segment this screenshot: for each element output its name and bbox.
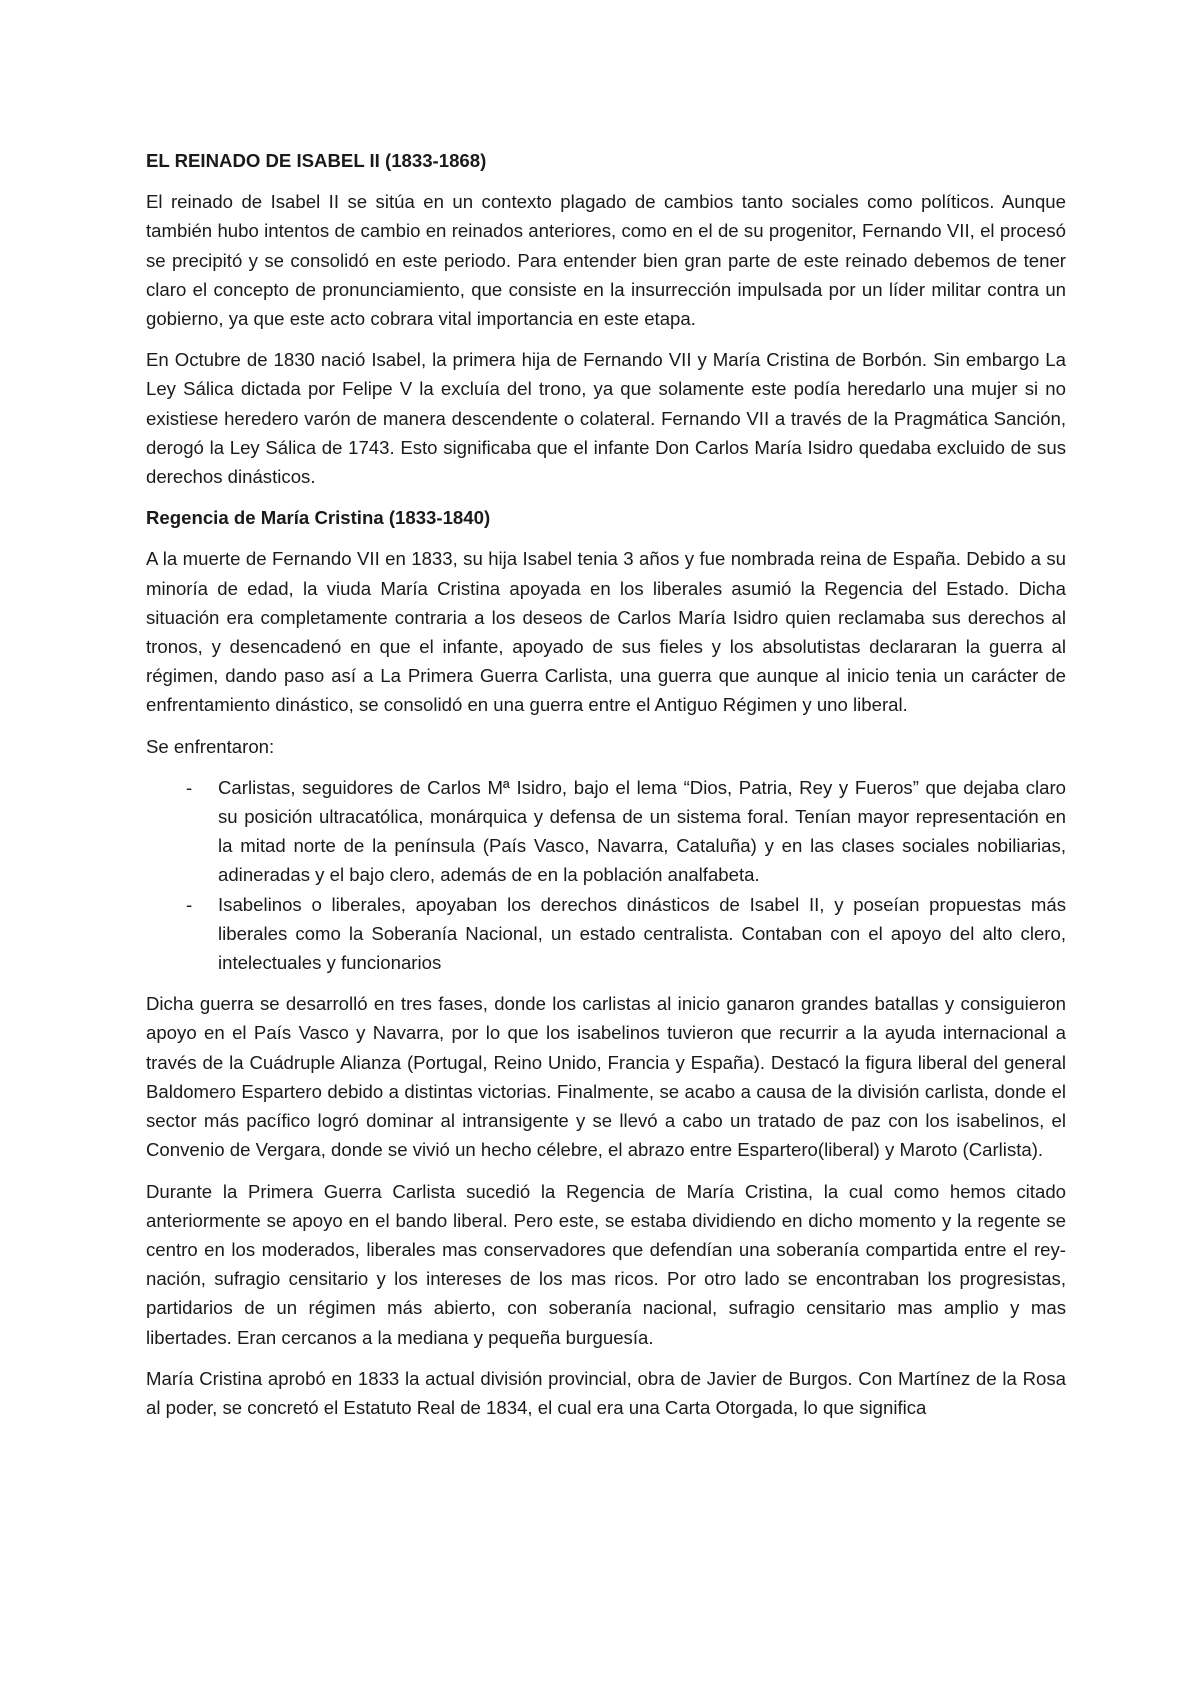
list-marker: - <box>186 893 193 915</box>
list-item-carlistas <box>146 773 1066 890</box>
paragraph-intro-context: El reinado de Isabel II se sitúa en un contexto plagado de cambios tanto sociales como políticos. Aunque también hubo intentos de cambio en reinados anteriores, como en el de su progenitor, Fernando VII, el procesó se precipitó y se consolidó en este periodo. Para entender bien gran parte de este reinado debemos de tener claro el concepto de pronunciamiento, que consiste en la insurrección impulsada por un líder militar contra un gobierno, ya que este acto cobrara vital importancia en este etapa. <box>146 191 1066 330</box>
paragraph-liberal-division: Durante la Primera Guerra Carlista sucedió la Regencia de María Cristina, la cual como hemos citado anteriormente se apoyo en el bando liberal. Pero este, se estaba dividiendo en dicho momento y la regente se centro en los moderados, liberales mas conservadores que defendían una soberanía compartida entre el rey-nación, sufragio censitario y los intereses de los mas ricos. Por otro lado se encontraban los progresistas, partidarios de un régimen más abierto, con soberanía nacional, sufragio censitario mas amplio y mas libertades. Eran cercanos a la mediana y pequeña burguesía. <box>146 1180 1066 1348</box>
list-item-text: Isabelinos o liberales, apoyaban los derechos dinásticos de Isabel II, y poseían propuestas más liberales como la Soberanía Nacional, un estado centralista. Contaban con el apoyo del alto clero, intelectuales y funcionarios <box>218 893 1066 974</box>
paragraph-death-fernando: A la muerte de Fernando VII en 1833, su hija Isabel tenia 3 años y fue nombrada reina de España. Debido a su minoría de edad, la viuda María Cristina apoyada en los liberales asumió la Regencia del Estado. Dicha situación era completamente contraria a los deseos de Carlos María Isidro quien reclamaba sus derechos al tronos, y desencadenó en que el infante, apoyado de sus fieles y los absolutistas declararan la guerra al régimen, dando paso así a La Primera Guerra Carlista, una guerra que aunque al inicio tenia un carácter de enfrentamiento dinástico, se consolidó en una guerra entre el Antiguo Régimen y uno liberal. <box>146 548 1066 716</box>
factions-list <box>146 773 1066 977</box>
paragraph-war-phases: Dicha guerra se desarrolló en tres fases, donde los carlistas al inicio ganaron grandes batallas y consiguieron apoyo en el País Vasco y Navarra, por lo que los isabelinos tuvieron que recurrir a la ayuda internacional a través de la Cuádruple Alianza (Portugal, Reino Unido, Francia y España). Destacó la figura liberal del general Baldomero Espartero debido a distintas victorias. Finalmente, se acabo a causa de la división carlista, donde el sector más pacífico logró dominar al intransigente y se llevó a cabo un tratado de paz con los isabelinos, el Convenio de Vergara, donde se vivió un hecho célebre, el abrazo entre Espartero(liberal) y Maroto (Carlista). <box>146 993 1066 1161</box>
paragraph-birth-isabel: En Octubre de 1830 nació Isabel, la primera hija de Fernando VII y María Cristina de Borbón. Sin embargo La Ley Sálica dictada por Felipe V la excluía del trono, ya que solamente este podía heredarlo una mujer si no existiese heredero varón de manera descendente o colateral. Fernando VII a través de la Pragmática Sanción, derogó la Ley Sálica de 1743. Esto significaba que el infante Don Carlos María Isidro quedaba excluido de sus derechos dinásticos. <box>146 349 1066 488</box>
list-item-text: Carlistas, seguidores de Carlos Mª Isidro, bajo el lema “Dios, Patria, Rey y Fueros” que dejaba claro su posición ultracatólica, monárquica y defensa de un sistema foral. Tenían mayor representación en la mitad norte de la península (País Vasco, Navarra, Cataluña) y en las clases sociales nobiliarias, adineradas y el bajo clero, además de en la población analfabeta. <box>218 776 1066 886</box>
list-item-isabelinos <box>146 890 1066 978</box>
document-title: EL REINADO DE ISABEL II (1833-1868) <box>146 150 487 171</box>
list-marker: - <box>186 776 193 798</box>
document-page <box>146 146 1066 1434</box>
paragraph-provincial-division: María Cristina aprobó en 1833 la actual división provincial, obra de Javier de Burgos. Con Martínez de la Rosa al poder, se concretó el Estatuto Real de 1834, el cual era una Carta Otorgada, lo que significa <box>146 1367 1066 1418</box>
paragraph-se-enfrentaron: Se enfrentaron: <box>146 735 275 757</box>
section-heading-regencia: Regencia de María Cristina (1833-1840) <box>146 507 491 529</box>
